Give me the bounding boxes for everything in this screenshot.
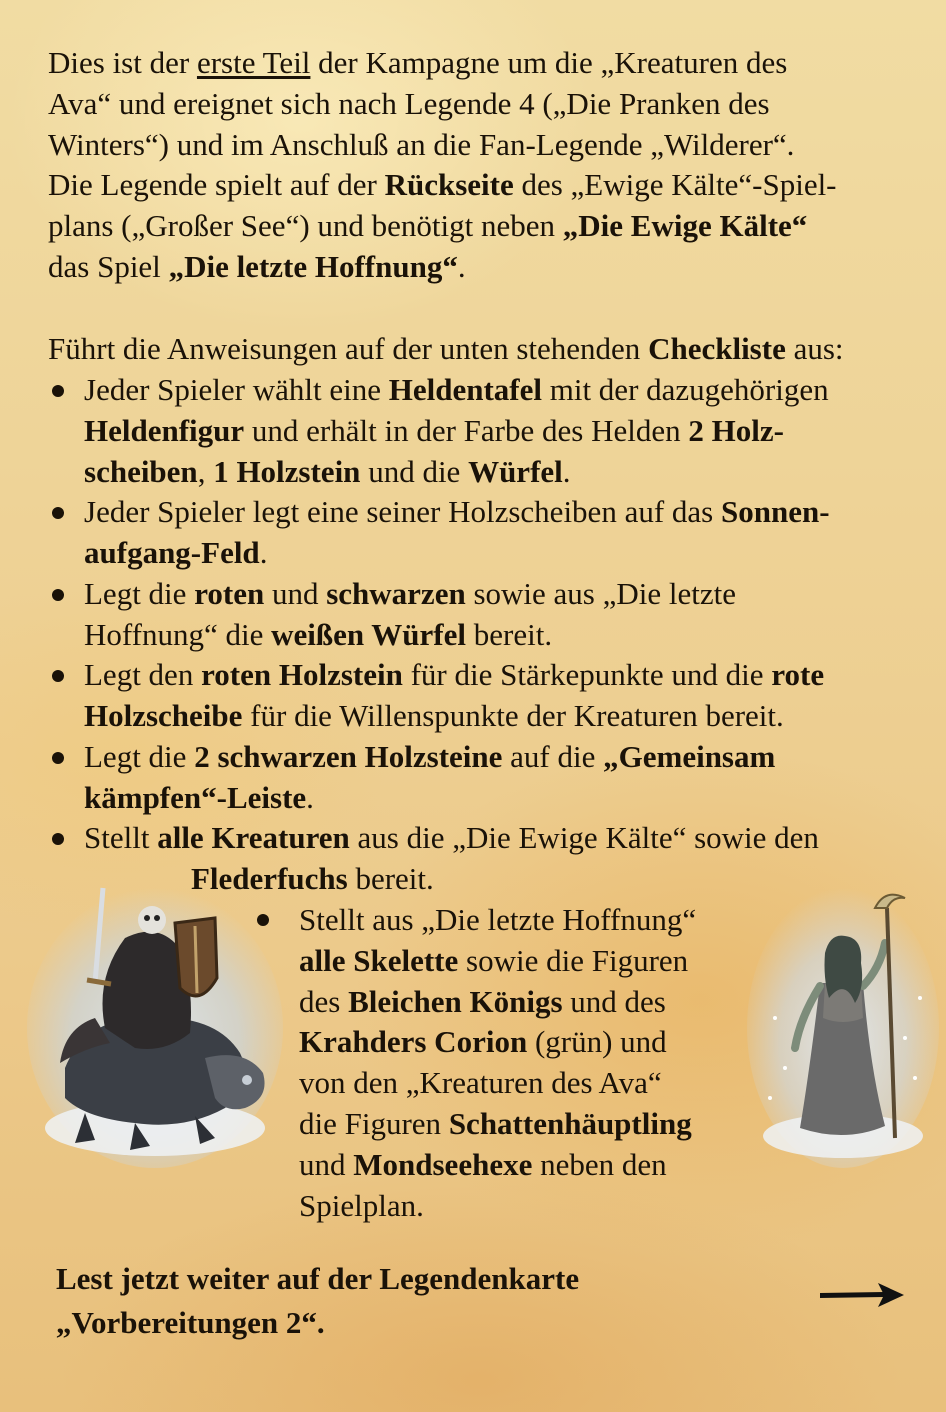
item-line [299,941,696,982]
checklist-intro-line [48,329,938,370]
item-bold: Würfel [468,453,563,489]
intro-text: das Spiel [48,248,169,284]
item-bold: aufgang-Feld [84,534,260,570]
item-line [84,533,830,574]
item-text: des [299,983,349,1019]
item-text: . [306,779,314,815]
item-bold: schwarzen [326,576,466,611]
skeleton-rider-figure [25,868,285,1168]
item-text: und die [360,453,469,489]
checklist-intro-text: aus: [785,331,844,366]
intro-text: Die Legende spielt auf der [48,167,385,203]
item-bold: rote [771,657,825,692]
item-bold: Holzscheibe [84,697,243,733]
closing-instruction [56,1257,579,1345]
checklist-intro-text: Führt die Anweisungen auf der unten stehenden [48,331,649,366]
intro-text: des „Ewige Kälte“-Spiel- [513,167,837,203]
bullet-icon [52,752,64,764]
item-text: (grün) und [527,1024,667,1060]
item-text: mit der dazugehörigen [541,372,829,407]
item-bold: Sonnen- [720,494,830,529]
arrow-right-icon [818,1280,906,1310]
item-bold: scheiben [84,453,198,489]
intro-underlined: erste Teil [196,45,311,80]
item-line [84,452,829,493]
checklist-intro [48,329,938,370]
closing-line-1: Lest jetzt weiter auf der Legendenkarte [56,1261,580,1296]
item-bold: Mondseehexe [353,1146,533,1182]
item-bold: roten Holzstein [201,657,403,692]
item-text: sowie aus „Die letzte [465,576,736,611]
item-text: für die Stärkepunkte und die [402,657,772,692]
intro-bold: „Die Ewige Kälte“ [562,208,808,244]
item-text: Jeder Spieler wählt eine [84,372,389,407]
item-bold: Schattenhäuptling [448,1105,692,1141]
item-line [84,818,819,859]
item-line [299,982,696,1023]
intro-line-2: Ava“ und ereignet sich nach Legende 4 („Die Pranken des [48,85,770,121]
item-bold: Krahders Corion [299,1024,528,1060]
intro-line-3: Winters“) und im Anschluß an die Fan-Legende „Wilderer“. [48,126,795,162]
item-bold: kämpfen“-Leiste [84,779,307,815]
intro-bold: „Die letzte Hoffnung“ [168,248,458,284]
intro-text: plans („Großer See“) und benötigt neben [48,208,563,244]
item-line [84,737,775,778]
checklist-item-2 [84,492,830,574]
checklist-item-5 [84,737,775,819]
item-bold: Bleichen Königs [348,983,563,1019]
item-bold: Heldentafel [388,372,542,407]
item-bold: alle Kreaturen [157,820,350,855]
item-text: sowie die Figuren [458,942,689,978]
intro-line-6 [48,247,928,288]
item-text: bereit. [466,616,553,652]
item-text: . [259,534,268,570]
item-line [299,1104,696,1145]
item-text: Hoffnung“ die [84,616,272,652]
item-text: und des [562,983,666,1019]
item-text: , [197,453,214,489]
intro-text: der Kampagne um die „Kreaturen des [310,45,788,80]
item-text: und [264,576,327,611]
bullet-icon [52,670,64,682]
item-bold: Flederfuchs [191,860,348,896]
item-text: aus die „Die Ewige Kälte“ sowie den [349,820,819,855]
item-line [84,411,829,452]
item-text: Stellt [84,820,158,855]
item-line [84,574,736,615]
item-text: Legt die [84,739,195,774]
item-text: die Figuren [299,1105,449,1141]
moon-lake-witch-figure [745,868,940,1168]
bullet-icon [257,914,269,926]
intro-paragraph [48,43,928,288]
item-line [299,1145,696,1186]
item-line [84,615,736,656]
item-line [84,655,824,696]
item-text: Legt den [84,657,202,692]
item-bold: „Gemeinsam [603,739,776,774]
item-line [84,696,824,737]
item-text: und erhält in der Farbe des Helden [244,412,689,448]
item-bold: 1 Holzstein [213,453,361,489]
item-line [84,370,829,411]
item-bold: 2 schwarzen Holzsteine [194,739,503,774]
intro-bold: Rückseite [384,167,514,203]
item-text: für die Willenspunkte der Kreaturen bereit. [242,697,784,733]
bullet-icon [52,385,64,397]
item-bold: weißen Würfel [271,616,466,652]
bullet-icon [52,507,64,519]
item-line [299,1022,696,1063]
intro-line-5 [48,206,928,247]
checklist-item-1 [84,370,829,492]
bullet-icon [52,833,64,845]
item-bold: alle Skelette [299,942,459,978]
item-line: von den „Kreaturen des Ava“ [299,1065,662,1101]
item-text: auf die [502,739,604,774]
item-line: Spielplan. [299,1187,424,1223]
item-text: neben den [532,1146,667,1182]
intro-line-1 [48,43,928,84]
intro-line-4 [48,165,928,206]
item-bold: Heldenfigur [84,412,245,448]
checklist-item-7 [299,900,696,1226]
checklist-item-4 [84,655,824,737]
item-text: . [562,453,571,489]
item-bold: roten [194,576,265,611]
item-bold: 2 Holz- [688,412,784,448]
item-text: bereit. [347,860,434,896]
bullet-icon [52,589,64,601]
item-line [84,492,830,533]
closing-line-2: „Vorbereitungen 2“. [56,1305,325,1340]
item-text: Jeder Spieler legt eine seiner Holzscheiben auf das [84,494,721,529]
item-line: Stellt aus „Die letzte Hoffnung“ [299,902,697,937]
item-text: Legt die [84,576,195,611]
intro-text: Dies ist der [48,45,197,80]
item-text: und [299,1146,354,1182]
item-line [84,778,775,819]
intro-text: . [457,248,466,284]
checklist-intro-bold: Checkliste [648,331,786,366]
checklist-item-3 [84,574,736,656]
